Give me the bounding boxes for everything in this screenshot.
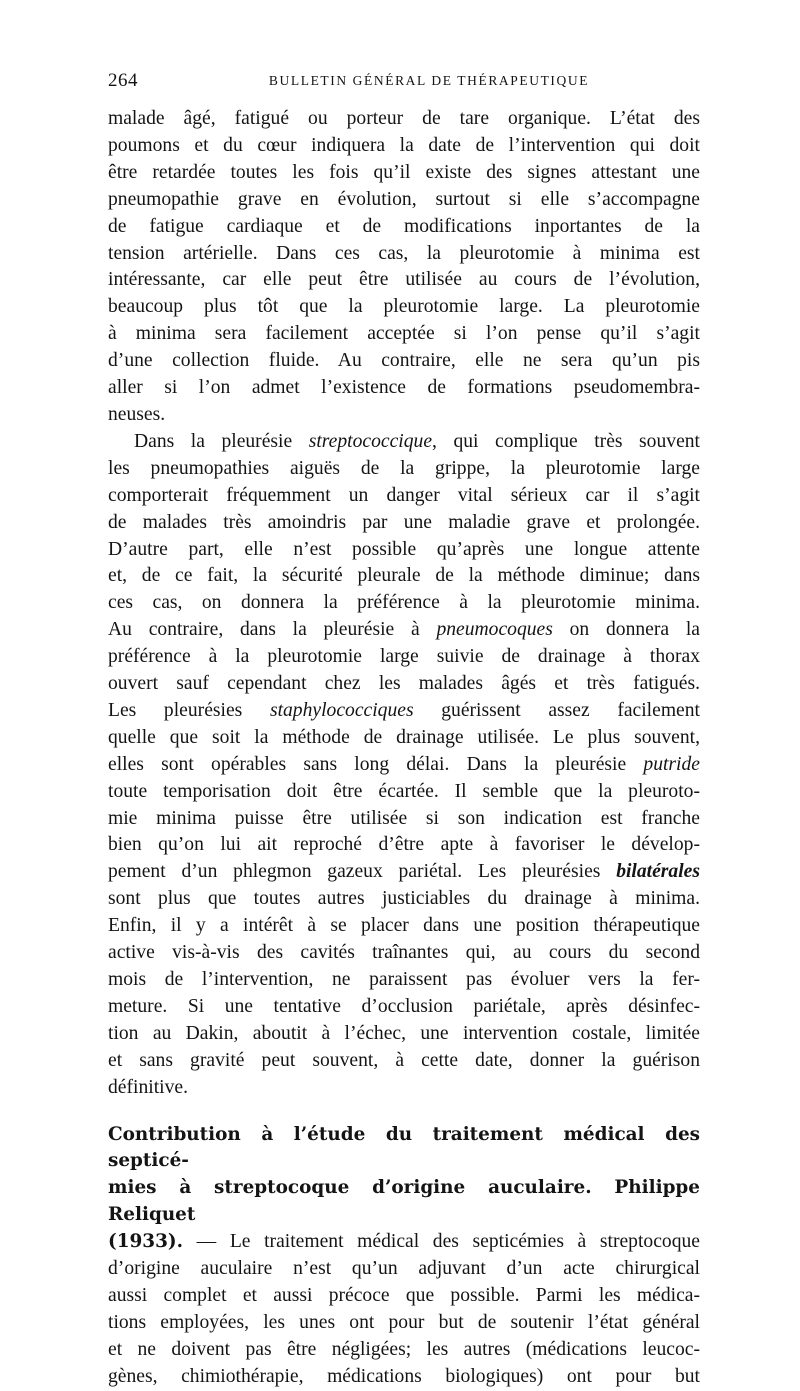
text-line: tion au Dakin, aboutit à l’échec, une intervention costale, limitée — [108, 1022, 700, 1044]
text-line: D’autre part, elle n’est possible qu’après une longue attente — [108, 538, 700, 560]
abstract-entry — [108, 1122, 700, 1391]
text-line: aller si l’on admet l’existence de formations pseudomembra- — [108, 377, 700, 399]
text-line: ces cas, on donnera la préférence à la pleurotomie minima. — [108, 592, 700, 614]
text-line: aussi complet et aussi précoce que possible. Parmi les médica- — [108, 1284, 700, 1306]
text-line: comporterait fréquemment un danger vital sérieux car il s’agit — [108, 484, 700, 506]
text-line: Au contraire, dans la pleurésie à pneumocoques on donnera la — [108, 619, 700, 641]
text-line: être retardée toutes les fois qu’il existe des signes attestant une — [108, 161, 700, 183]
paragraph-pleurisy-types — [108, 429, 700, 1102]
term-italic: pneumocoques — [436, 619, 553, 641]
text-line: Les pleurésies staphylococciques guérissent assez facilement — [108, 699, 700, 721]
abstract-year: (1933). — [108, 1231, 183, 1253]
text-line: de malades très amoindris par une maladie grave et prolongée. — [108, 511, 700, 533]
text-line: tension artérielle. Dans ces cas, la pleurotomie à minima est — [108, 242, 700, 264]
text-line: sont plus que toutes autres justiciables du drainage à minima. — [108, 888, 700, 910]
text-line: neuses. — [108, 403, 166, 425]
journal-title: BULLETIN GÉNÉRAL DE THÉRAPEUTIQUE — [268, 73, 590, 88]
text-line: tions employées, les unes ont pour but de soutenir l’état général — [108, 1311, 700, 1333]
text-line: et, de ce fait, la sécurité pleurale de la méthode diminue; dans — [108, 565, 700, 587]
text-line: bien qu’on lui ait reproché d’être apte à favoriser le dévelop- — [108, 834, 700, 856]
book-page — [108, 70, 700, 1391]
text-line: quelle que soit la méthode de drainage utilisée. Le plus souvent, — [108, 726, 700, 748]
text-line: d’une collection fluide. Au contraire, elle ne sera qu’un pis — [108, 350, 700, 372]
text-line: (1933). — Le traitement médical des septicémies à streptocoque — [108, 1231, 700, 1253]
text-line: à minima sera facilement acceptée si l’on pense qu’il s’agit — [108, 323, 700, 345]
running-head — [108, 70, 700, 94]
text-line: meture. Si une tentative d’occlusion pariétale, après désinfec- — [108, 995, 700, 1017]
text-line: active vis-à-vis des cavités traînantes qui, au cours du second — [108, 942, 700, 964]
text-line: Enfin, il y a intérêt à se placer dans une position thérapeutique — [108, 915, 700, 937]
text-line: les pneumopathies aiguës de la grippe, la pleurotomie large — [108, 457, 700, 479]
text-line: pement d’un phlegmon gazeux pariétal. Les pleurésies bilatérales — [108, 861, 700, 883]
text-line: de fatigue cardiaque et de modifications inportantes de la — [108, 215, 700, 237]
term-italic: bilatérales — [616, 861, 700, 883]
abstract-title-line: Contribution à l’étude du traitement médical des septicé- — [108, 1123, 700, 1172]
text-line: et ne doivent pas être négligées; les autres (médications leucoc- — [108, 1338, 700, 1360]
text-line: intéressante, car elle peut être utilisée au cours de l’évolution, — [108, 269, 700, 291]
page-number: 264 — [108, 70, 138, 91]
text-line: toute temporisation doit être écartée. Il semble que la pleuroto- — [108, 780, 700, 802]
text-line: beaucoup plus tôt que la pleurotomie large. La pleurotomie — [108, 296, 700, 318]
text-line: et sans gravité peut souvent, à cette date, donner la guérison — [108, 1049, 700, 1071]
text-line: mie minima puisse être utilisée si son indication est franche — [108, 807, 700, 829]
text-line: définitive. — [108, 1076, 188, 1098]
text-line: Dans la pleurésie streptococcique, qui complique très souvent — [134, 430, 701, 452]
term-italic: staphylococciques — [269, 699, 414, 721]
text-line: préférence à la pleurotomie large suivie de drainage à thorax — [108, 646, 700, 668]
text-line: pneumopathie grave en évolution, surtout si elle s’accompagne — [108, 188, 700, 210]
text-line: malade âgé, fatigué ou porteur de tare organique. L’état des — [108, 108, 700, 129]
text-line: mois de l’intervention, ne paraissent pas évoluer vers la fer- — [108, 969, 700, 990]
abstract-title-line: mies à streptocoque d’origine auculaire. Philippe Reliquet — [108, 1177, 700, 1226]
term-italic: streptococcique — [308, 430, 433, 452]
paragraph-continuation — [108, 106, 700, 429]
term-italic: putride — [643, 753, 700, 775]
abstract-title — [108, 1122, 700, 1230]
text-line: ouvert sauf cependant chez les malades âgés et très fatigués. — [108, 673, 700, 695]
section-gap — [108, 1102, 700, 1122]
text-line: elles sont opérables sans long délai. Dans la pleurésie putride — [108, 753, 700, 775]
text-line: gènes, chimiothérapie, médications biologiques) ont pour but — [108, 1365, 700, 1387]
text-line: poumons et du cœur indiquera la date de l’intervention qui doit — [108, 134, 700, 156]
text-line: d’origine auculaire n’est qu’un adjuvant d’un acte chirurgical — [108, 1258, 700, 1280]
